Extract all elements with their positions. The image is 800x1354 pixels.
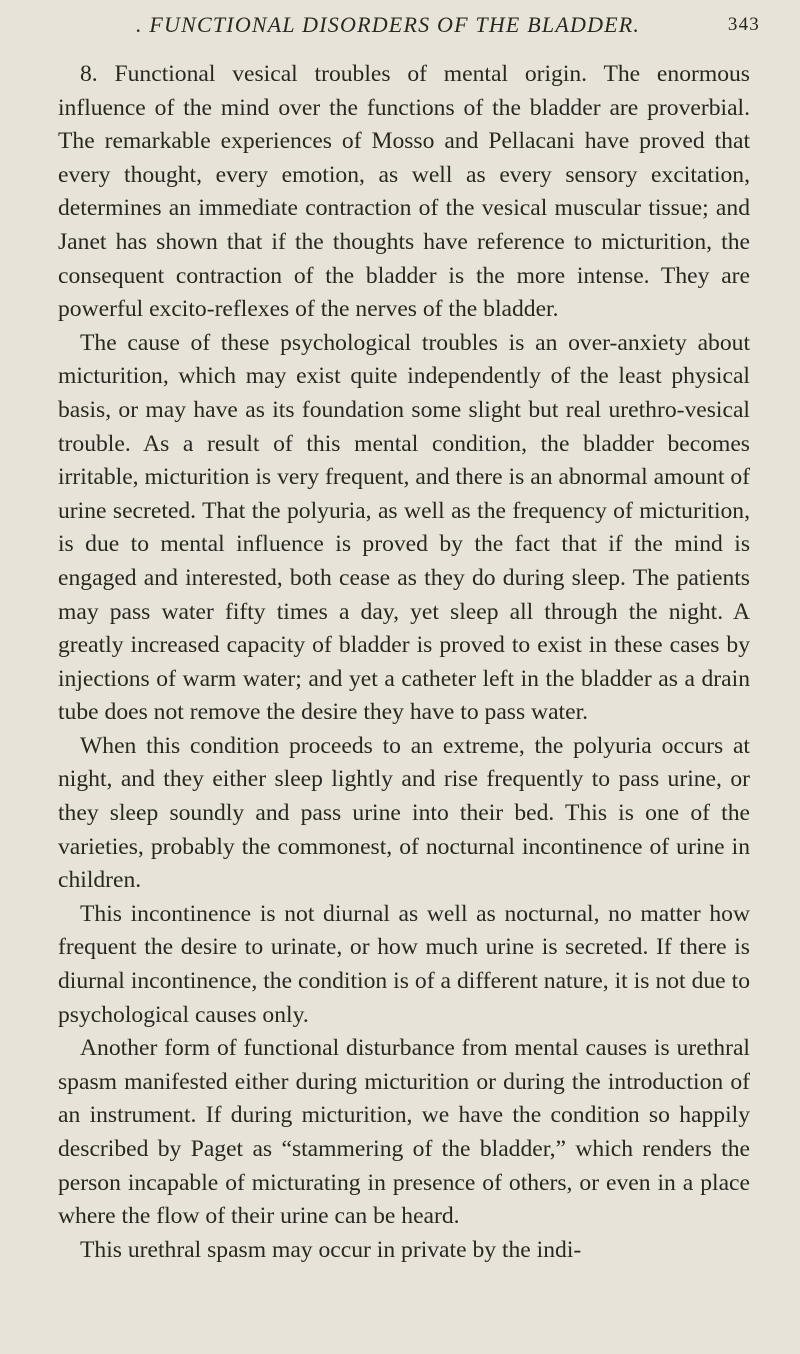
paragraph: Another form of functional disturbance from mental causes is urethral spasm manifested either during micturition or during the introduction of an instrument. If during micturition, we have the condition so happily described by Paget as “stammering of the bladder,” which renders the person incapable of micturating in presence of others, or even in a place where the flow of their urine can be heard. bbox=[58, 1035, 750, 1230]
body-text bbox=[58, 58, 750, 1267]
running-head bbox=[136, 10, 760, 40]
paragraph: 8. Functional vesical troubles of mental origin. The enormous influence of the mind over the functions of the bladder are proverbial. The remarkable experiences of Mosso and Pellacani have proved that every thought, every emotion, as well as every sensory excitation, determines an immediate contraction of the vesical muscular tissue; and Janet has shown that if the thoughts have reference to micturition, the consequent contraction of the bladder is the more intense. They are powerful excito-reflexes of the nerves of the bladder. bbox=[58, 61, 750, 323]
paragraph: This incontinence is not diurnal as well as nocturnal, no matter how frequent the desire to urinate, or how much urine is secreted. If there is diurnal incontinence, the condition is of a different nature, it is not due to psychological causes only. bbox=[58, 900, 750, 1028]
paragraph: This urethral spasm may occur in private by the indi- bbox=[80, 1236, 582, 1263]
paragraph: When this condition proceeds to an extreme, the polyuria occurs at night, and they either sleep lightly and rise frequently to pass urine, or they sleep soundly and pass urine into their bed. This is one of the varieties, probably the commonest, of nocturnal incontinence of urine in children. bbox=[58, 732, 750, 894]
running-title: . FUNCTIONAL DISORDERS OF THE BLADDER. bbox=[136, 12, 641, 37]
paragraph: The cause of these psychological troubles is an over-anxiety about micturition, which may exist quite independently of the least physical basis, or may have as its foundation some slight but real urethro-vesical trouble. As a result of this mental condition, the bladder becomes irritable, micturition is very frequent, and there is an abnormal amount of urine secreted. That the polyuria, as well as the frequency of micturition, is due to mental influence is proved by the fact that if the mind is engaged and interested, both cease as they do during sleep. The patients may pass water fifty times a day, yet sleep all through the night. A greatly increased capacity of bladder is proved to exist in these cases by injections of warm water; and yet a catheter left in the bladder as a drain tube does not remove the desire they have to pass water. bbox=[58, 329, 750, 726]
page-number: 343 bbox=[727, 14, 760, 35]
